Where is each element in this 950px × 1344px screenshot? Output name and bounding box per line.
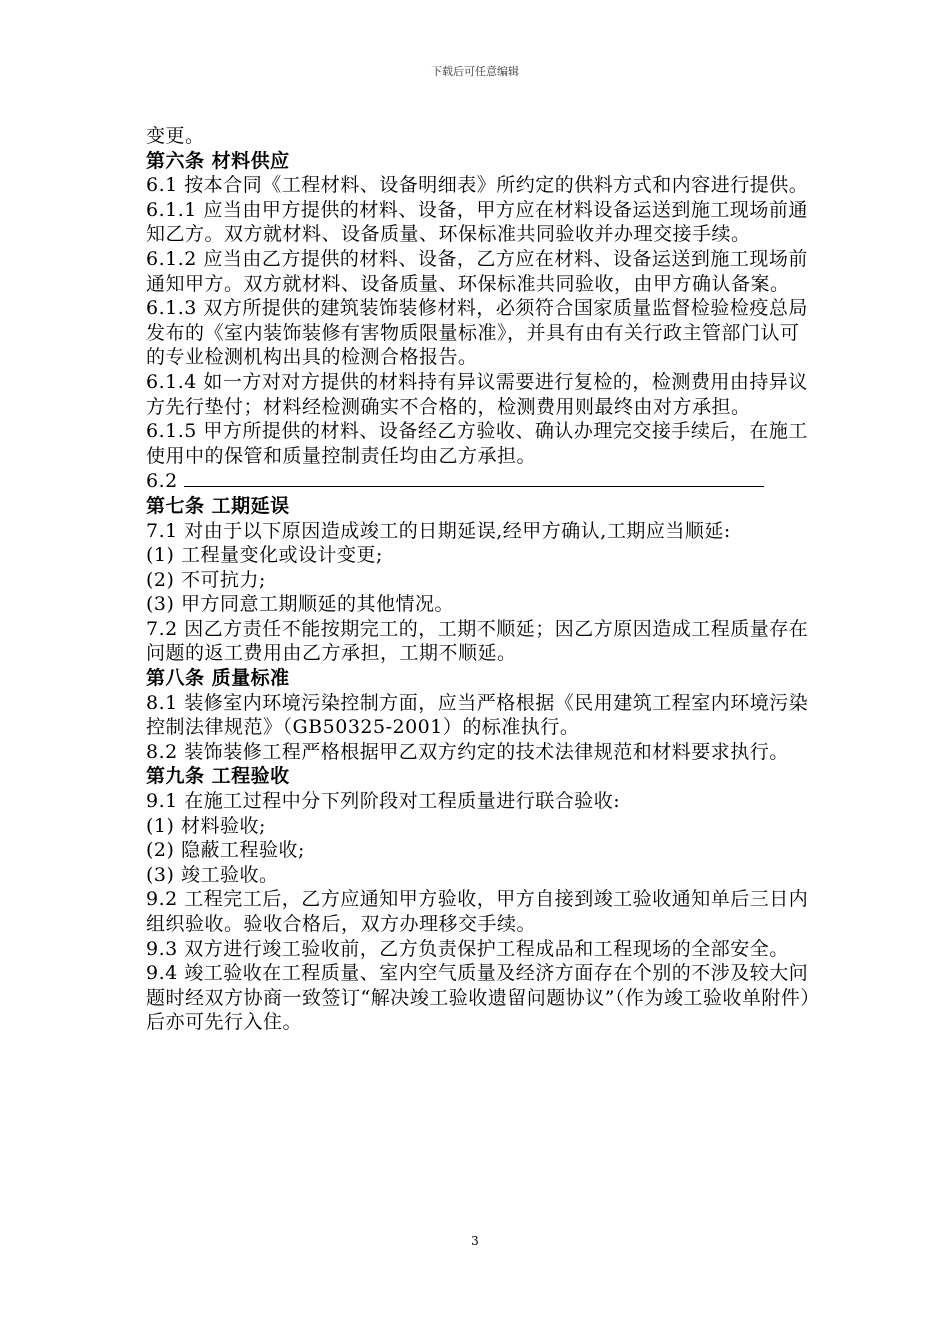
paragraph: 9.2 工程完工后，乙方应通知甲方验收，甲方自接到竣工验收通知单后三日内组织验收。验收合格后，双方办理移交手续。 [146,888,809,935]
paragraph: 变更。 [146,125,205,147]
list-item: (3) 甲方同意工期顺延的其他情况。 [146,593,454,616]
list-item: (1) 材料验收; [146,814,266,837]
fill-in-blank-line [184,468,764,487]
paragraph: 9.1 在施工过程中分下列阶段对工程质量进行联合验收: [146,790,621,813]
paragraph: 9.4 竣工验收在工程质量、室内空气质量及经济方面存在个别的不涉及较大问题时经双方协商一致签订“解决竣工验收遗留问题协议”（作为竣工验收单附件）后亦可先行入住。 [146,962,811,1034]
paragraph: 7.2 因乙方责任不能按期完工的，工期不顺延；因乙方原因造成工程质量存在问题的返工费用由乙方承担，工期不顺延。 [146,617,809,665]
list-item: (2) 隐蔽工程验收; [146,839,305,862]
section-heading: 第九条 工程验收 [146,765,290,788]
paragraph: 7.1 对由于以下原因造成竣工的日期延误,经甲方确认,工期应当顺延: [146,519,731,542]
paragraph: 6.1.2 应当由乙方提供的材料、设备，乙方应在材料、设备运送到施工现场前通知甲方。双方就材料、设备质量、环保标准共同验收，由甲方确认备案。 [146,247,808,295]
section-heading: 第八条 质量标准 [146,667,290,690]
clause-number: 6.2 [146,470,178,493]
paragraph: 8.2 装饰装修工程严格根据甲乙双方约定的技术法律规范和材料要求执行。 [146,740,789,763]
section-heading: 第七条 工期延误 [146,494,290,517]
list-item: (2) 不可抗力; [146,568,266,591]
paragraph: 6.1.1 应当由甲方提供的材料、设备，甲方应在材料设备运送到施工现场前通知乙方。双方就材料、设备质量、环保标准共同验收并办理交接手续。 [146,198,808,246]
blank-clause [146,468,816,494]
paragraph: 6.1.5 甲方所提供的材料、设备经乙方验收、确认办理完交接手续后，在施工使用中的保管和质量控制责任均由乙方承担。 [146,420,808,467]
list-item: (1) 工程量变化或设计变更; [146,544,383,567]
section-heading: 第六条 材料供应 [146,149,290,172]
paragraph: 6.1.4 如一方对对方提供的材料持有异议需要进行复检的，检测费用由持异议方先行垫付；材料经检测确实不合格的，检测费用则最终由对方承担。 [146,370,808,418]
contract-body [146,124,816,1035]
paragraph: 6.1 按本合同《工程材料、设备明细表》所约定的供料方式和内容进行提供。 [146,174,809,197]
paragraph: 8.1 装修室内环境污染控制方面，应当严格根据《民用建筑工程室内环境污染控制法律规范》（GB50325-2001）的标准执行。 [146,691,809,739]
paragraph: 6.1.3 双方所提供的建筑装饰装修材料，必须符合国家质量监督检验检疫总局发布的《室内装饰装修有害物质限量标准》，并具有由有关行政主管部门认可的专业检测机构出具的检测合格报告。 [146,297,808,369]
list-item: (3) 竣工验收。 [146,863,279,886]
page-header: 下载后可任意编辑 [431,65,519,78]
paragraph: 9.3 双方进行竣工验收前，乙方负责保护工程成品和工程现场的全部安全。 [146,937,789,960]
page-number: 3 [471,1234,479,1248]
